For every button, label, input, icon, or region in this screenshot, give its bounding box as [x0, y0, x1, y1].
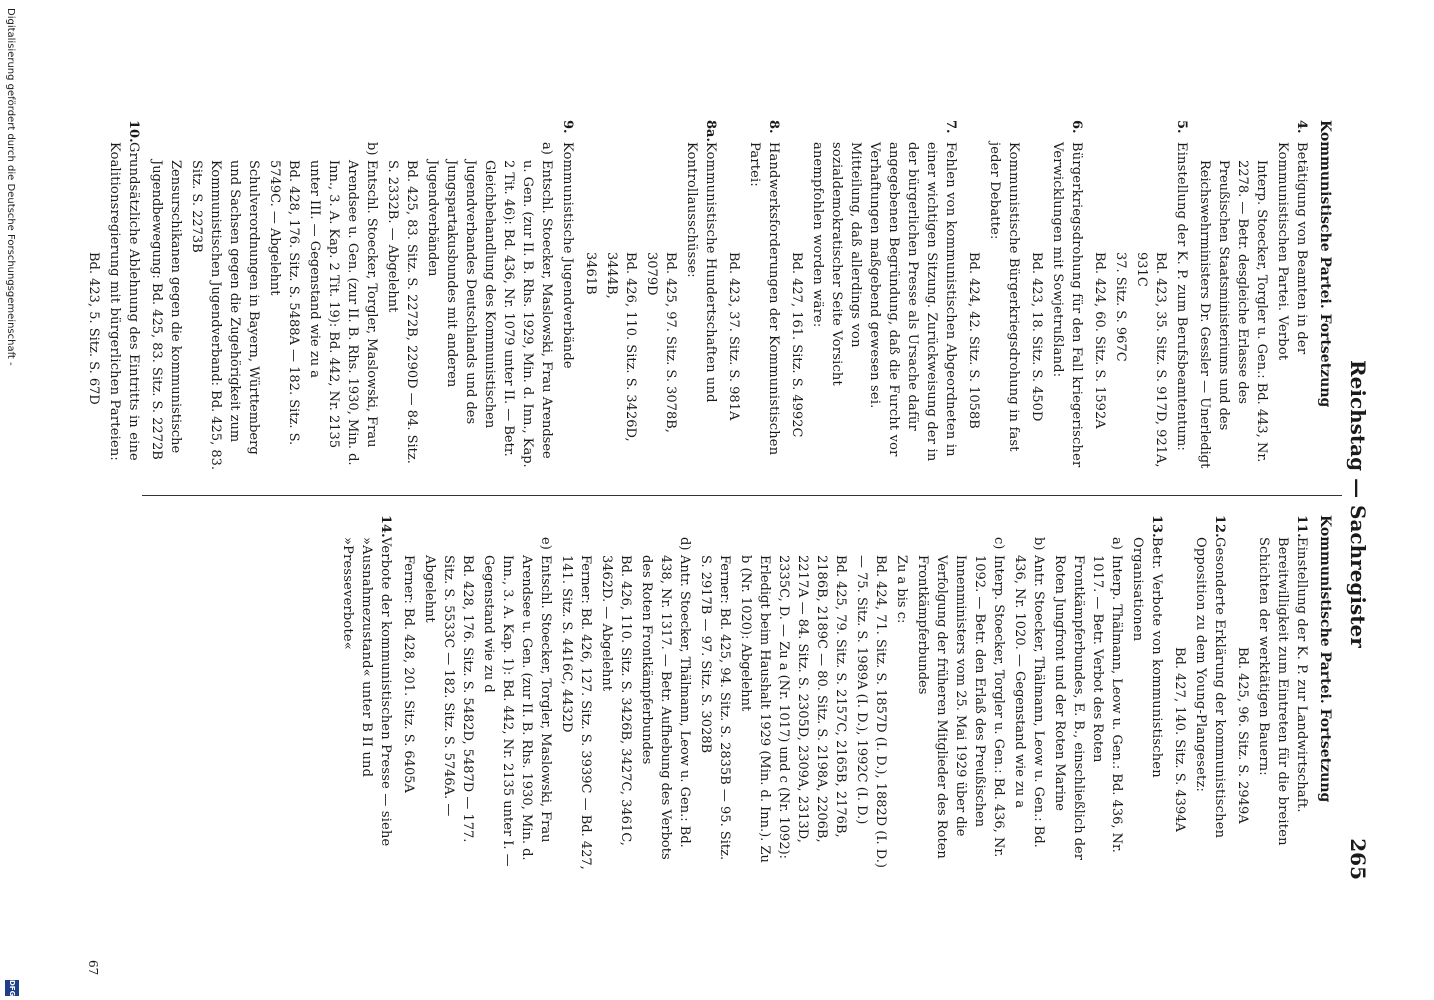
sub-item-letter: b) [364, 142, 379, 156]
entry-reference: Bd. 427, 161. Sitz. S. 4992C [789, 252, 804, 438]
entry-sub-item [479, 537, 555, 870]
entry-sub-item [852, 537, 890, 870]
left-column [80, 120, 1334, 475]
entry-title: Handwerksforderungen der Kommunistischen Partei: [747, 142, 781, 456]
right-column-heading: Kommunistische Partei. Fortsetzung [1317, 515, 1333, 803]
entry-title: Kommunistische Bürgerkriegsdrohung in fast jeder Debatte: [987, 142, 1021, 452]
entry-reference: Bd. 424, 42. Sitz. S. 1058B [966, 252, 981, 429]
entry-sub-item [265, 142, 303, 475]
entry-number: 10. [126, 120, 141, 143]
entry-number: 9. [560, 120, 575, 134]
entry-sub-item [305, 142, 381, 475]
footer-page-number: 67 [86, 960, 100, 976]
sub-item-text: Ferner: Bd. 428, 201. Sitz. S. 6405A [401, 555, 416, 793]
running-head [1344, 120, 1370, 880]
entry-sub-item [913, 537, 1008, 870]
entry-title: Verbote der kommunistischen Presse — siehe »Ausnahmezustand« unter B II und »Presseverbote« [340, 537, 393, 847]
right-column [334, 515, 1334, 870]
page-number: 265 [1346, 838, 1370, 880]
sub-item-text: Antr. Stoecker, Thälmann, Leow u. Gen.: Bd. 436, Nr. 1020. — Gegenstand wie zu a [1012, 555, 1046, 848]
running-head-title: Reichstag — Sachregister [1346, 360, 1370, 648]
entry-title: Kommunistische Jugendverbände [560, 142, 575, 369]
entry-sub-item [423, 142, 556, 475]
sub-item-letter: a) [1109, 537, 1124, 550]
sub-item-text: Entschl. Stoecker, Maslowski, Frau Arendsee u. Gen. (zur II. B. Rhs. 1929, Min. d. Inn., Kap. 2 Tit. 46): Bd. 436, Nr. 1079 unter II. — Betr. Gleichbehandlung des Kommunistischen Jugendverbandes Deutschlands und des Jungspartakusbundes mit anderen Jugendverbänden [425, 160, 554, 468]
right-entries [338, 515, 1311, 870]
index-entry [1233, 515, 1311, 870]
entry-title: Kommunistische Hundertschaften und Kontrollausschüsse: [684, 142, 718, 403]
sub-item-text: Zu a bis c: [894, 555, 909, 624]
index-entry [1090, 120, 1191, 475]
left-entries [84, 120, 1311, 475]
entry-reference: Bd. 427, 140. Sitz. S. 4394A [1172, 647, 1187, 832]
index-entry [84, 120, 143, 475]
sub-item-letter: c) [991, 537, 1006, 550]
entry-reference: Bd. 426, 110. Sitz. S. 3426D, 3444B, [604, 252, 638, 442]
index-entry [724, 120, 783, 475]
entry-reference: Bd. 423, 37. Sitz. S. 981A [726, 252, 741, 421]
sub-item-letter: d) [677, 537, 692, 551]
entry-reference: Bd. 423, 5. Sitz. S. 67D [86, 252, 101, 405]
index-entry [1027, 120, 1086, 475]
sub-item-text: Ferner: Bd. 425, 94. Sitz. S. 2835B — 95. Sitz. S. 2917B — 97. Sitz. S. 3028B [698, 555, 732, 861]
index-entry [399, 515, 1166, 870]
entry-sub-item [696, 537, 734, 870]
entry-sub-item [637, 537, 694, 870]
credit-text: Digitalisierung gefördert durch die Deutsche Forschungsgemeinschaft - [5, 8, 16, 366]
entry-sub-item [1195, 142, 1271, 475]
dfg-logo-icon: DFG [5, 980, 19, 996]
entry-title: Einstellung der K. P. zum Berufsbeamtentum: [1174, 142, 1189, 452]
sub-item-text: Schulverordnungen in Bayern, Württemberg und Sachsen gegen die Zugehörigkeit zum Kommunistischen Jugendverband: Bd. 425, 83. Sitz. S. 2273B [189, 160, 261, 471]
entry-reference: Bd. 424, 60. Sitz. S. 1592A [1092, 252, 1107, 429]
sub-item-text: Zensurschikanen gegen die kommunistische Jugendbewegung: Bd. 425, 83. Sitz. S. 2272B [149, 160, 183, 460]
entry-reference: Bd. 425, 97. Sitz. S. 3078B, 3079D [644, 252, 678, 433]
index-entry [1195, 120, 1311, 475]
index-entry [338, 515, 395, 870]
sub-item-text: Antr. Stoecker, Thälmann, Leow u. Gen.: Bd. 438, Nr. 1317. — Betr. Aufhebung des Verbots des Roten Frontkämpferbundes [639, 555, 692, 860]
sub-item-text: Bd. 426, 110. Sitz. S. 3426B, 3427C, 3461C, 3462D. — Abgelehnt [599, 555, 633, 846]
entry-title: Fehlen von kommunistischen Abgeordneten in einer wichtigen Sitzung. Zurückweisung der in der bürgerlichen Presse als Ursache dafür angegebenen Begründung, daß die Furcht vor Verhaftungen maßgebend gewesen sei. Mitteilung, daß allerdings von sozialdemokratischer Seite Vorsicht anempfohlen worden wäre: [810, 142, 958, 462]
entry-number: 13. [1149, 515, 1164, 538]
sub-item-text: Bd. 428, 176. Sitz. S. 5488A — 182. Sitz. S. 5749C. — Abgelehnt [267, 160, 301, 446]
sub-item-text: Interp. Stoecker, Torgler u. Gen.: Bd. 436, Nr. 1092. — Betr. den Erlaß des Preußischen Innenministers vom 25. Mai 1929 über die Verfolgung der früheren Mitglieder des Roten Frontkämpferbundes [915, 555, 1006, 859]
sub-item-text: Entschl. Stoecker, Torgler, Maslowski, Frau Arendsee u. Gen. (zur II. B. Rhs. 1930, Min. d. Inn., 3. A. Kap. 1): Bd. 442, Nr. 2135 unter I. — Gegenstand wie zu d [481, 555, 553, 867]
entry-sub-item [420, 537, 477, 870]
entry-number: 6. [1069, 120, 1084, 134]
entry-number: 7. [943, 120, 958, 134]
entry-reference: Bd. 423, 18. Sitz. S. 450D [1029, 252, 1044, 422]
entry-sub-item [557, 537, 595, 870]
entry-sub-item [892, 537, 911, 870]
entry-number: 14. [378, 515, 393, 538]
entry-reference: Bd. 425, 96. Sitz. S. 2949A [1235, 647, 1250, 824]
entry-number: 11. [1294, 515, 1309, 538]
entry-number: 12. [1212, 515, 1227, 538]
entry-reference: 37. Sitz. S. 967C [1113, 252, 1128, 362]
sub-item-letter: a) [539, 142, 554, 155]
entry-title: Bürgerkriegsdrohung für den Fall kriegerischer Verwicklungen mit Sowjetrußland: [1050, 142, 1084, 468]
sub-item-text: Bd. 424, 71. Sitz. S. 1857D (I. D.), 1882D (I. D.) — 75. Sitz. S. 1989A (I. D.), 1992C (I. D.) [854, 555, 888, 868]
sub-item-text: Bd. 425, 83. Sitz. S. 2272B, 2290D — 84. Sitz. S. 2332B. — Abgelehnt [385, 160, 419, 464]
entry-number: 8a. [703, 120, 718, 142]
entry-sub-item [1010, 537, 1048, 870]
entry-sub-item [1050, 537, 1126, 870]
entry-number: 5. [1174, 120, 1189, 134]
left-column-heading: Kommunistische Partei. Fortsetzung [1317, 120, 1333, 408]
entry-title: Betr. Verbote von kommunistischen Organisationen [1130, 537, 1164, 778]
sub-item-text: Bd. 428, 176. Sitz. S. 5482D, 5487D — 177. Sitz. S. 5533C — 182. Sitz. S. 5746A. — Abgelehnt [422, 555, 475, 843]
index-entry [581, 120, 720, 475]
entry-number: 4. [1294, 120, 1309, 134]
sub-item-text: Entschl. Stoecker, Torgler, Maslowski, Frau Arendsee u. Gen. (zur II. B. Rhs. 1930, Min. d. Inn., 3. A. Kap. 2 Tit. 19): Bd. 442, Nr. 2135 unter III. — Gegenstand wie zu a [307, 160, 379, 466]
entry-title: Einstellung der K. P. zur Landwirtschaft. Bereitwilligkeit zum Eintreten für die breiten Schichten der werktätigen Bauern: [1256, 537, 1309, 846]
entry-sub-item [399, 537, 418, 870]
entry-sub-item [736, 537, 850, 870]
sub-item-text: Ferner: Bd. 426, 127. Sitz. S. 3939C — Bd. 427, 141. Sitz. S. 4416C, 4432D [559, 555, 593, 870]
sub-item-text: Interp. Thälmann, Leow u. Gen.: Bd. 436, Nr. 1017. — Betr. Verbot des Roten Frontkämpferbundes, E. B., einschließlich der Roten Jungfront und der Roten Marine [1052, 555, 1124, 860]
column-divider [142, 495, 1342, 496]
sub-item-letter: e) [538, 537, 553, 550]
entry-sub-item [597, 537, 635, 870]
entry-title: Betätigung von Beamten in der Kommunistischen Partei. Verbot [1275, 142, 1309, 361]
entry-title: Grundsätzliche Ablehnung des Eintritts in eine Koalitionsregierung mit bürgerlichen Parteien: [107, 142, 141, 461]
index-entry [964, 120, 1023, 475]
entry-reference: 3461B [583, 252, 598, 295]
entry-number: 8. [766, 120, 781, 134]
index-entry [787, 120, 960, 475]
index-entry [1170, 515, 1229, 870]
entry-title: Gesonderte Erklärung der kommunistischen Opposition zu dem Young-Plangesetz: [1193, 537, 1227, 839]
entry-sub-item [383, 142, 421, 475]
entry-sub-item [147, 142, 185, 475]
sub-item-letter: b) [1031, 537, 1046, 551]
index-entry [147, 120, 577, 475]
entry-reference: Bd. 423, 35. Sitz. S. 917D, 921A, 931C [1134, 252, 1168, 468]
sub-item-text: Interp. Stoecker, Torgler u. Gen.: Bd. 443, Nr. 2278. — Betr. desgleiche Erlasse des Preußischen Staatsministeriums und des Reichswehrministers Dr. Gessler — Unerledigt [1197, 160, 1269, 469]
sub-item-text: Bd. 425, 79. Sitz. S. 2157C, 2165B, 2176B, 2186B, 2189C — 80. Sitz. S. 2198A, 2206B, 2217A — 84. Sitz. S. 2305D, 2309A, 2313D, 2335C, D. — Zu a (Nr. 1017) und c (Nr. 1092): Erledigt beim Haushalt 1929 (Min. d. Inn.). Zu b (Nr. 1020): Abgelehnt [738, 555, 848, 863]
entry-sub-item [187, 142, 263, 475]
